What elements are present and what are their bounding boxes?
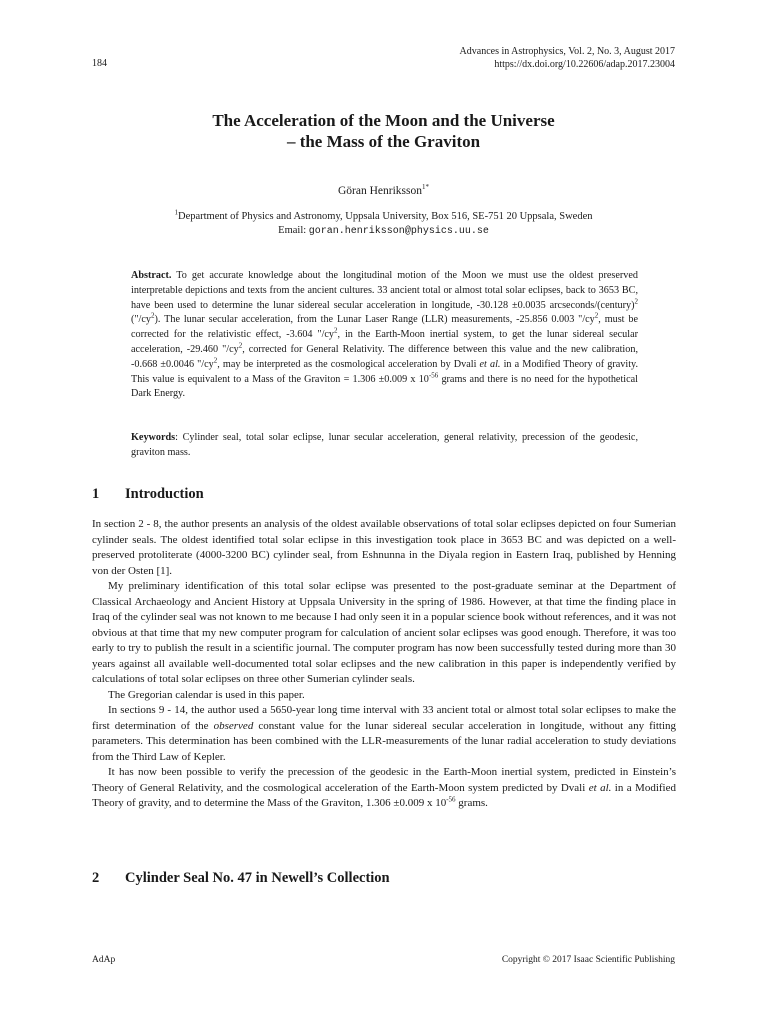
author-line: [92, 185, 675, 197]
abstract-text: , corrected for General Relativity. The difference between this value and the new calibration, -0.668 ±0.0046 "/cy: [131, 343, 638, 370]
title-line-1: The Acceleration of the Moon and the Universe: [212, 111, 555, 130]
abstract-text: To get accurate knowledge about the longitudinal motion of the Moon we must use the oldest preserved interpretable depictions and texts from the ancient cultures. 33 ancient total or almost total solar eclipses, back to 3653 BC, have been used to determine the lunar sidereal secular acceleration in longitude, -30.128 ±0.0035 arcseconds/(century): [131, 270, 638, 311]
author-name: Göran Henriksson: [338, 185, 422, 197]
superscript: -56: [446, 795, 456, 804]
email-link[interactable]: goran.henriksson@physics.uu.se: [308, 226, 489, 237]
body-paragraph: In section 2 - 8, the author presents an analysis of the oldest available observations of total solar eclipses depicted on four Sumerian cylinder seals. The oldest identified total solar eclipse in this investigation took place in 3653 BC and was depicted on a well-preserved protoliterate (4000-3200 BC) cylinder seal, from Eshnunna in the Diyala region in Eastern Iraq, published by Henning von der Osten [1].: [92, 518, 676, 577]
abstract: [131, 269, 638, 402]
section-number: 1: [92, 486, 100, 502]
body-italic: observed: [213, 719, 254, 732]
introduction-body: [92, 517, 676, 812]
section-heading-introduction: [92, 486, 204, 503]
body-paragraph: My preliminary identification of this total solar eclipse was presented to the post-graduate seminar at the Department of Classical Archaeology and Ancient History at Uppsala University in the spring of 1986. However, at that time the finding place in Iraq of the cylinder seal was not known to me because I had only seen it in a popular science book without references, and it was not obvious at that time that my new computer program for calculation of ancient solar eclipses was good enough. Therefore, it was too early to try to publish the result in a scientific journal. The computer program has now been successfully tested during more than 30 years against all available well-documented total solar eclipses and the new calibration in this paper is independently verified by calculations of total solar eclipses on three other Sumerian cylinder seals.: [92, 580, 676, 685]
superscript: 2: [151, 312, 155, 320]
abstract-text: , may be interpreted as the cosmological acceleration by Dvali: [217, 358, 480, 370]
body-paragraph: [92, 703, 676, 765]
keywords-label: Keywords: [131, 432, 176, 443]
abstract-italic: et al.: [479, 358, 501, 370]
keywords-text: : Cylinder seal, total solar eclipse, lunar secular acceleration, general relativity, precession of the geodesic, graviton mass.: [131, 432, 638, 458]
footer-journal-abbrev: AdAp: [92, 955, 116, 965]
body-paragraph: The Gregorian calendar is used in this paper.: [108, 688, 305, 701]
body-italic: et al.: [588, 781, 612, 794]
section-number: 2: [92, 870, 100, 886]
affiliation: [92, 210, 675, 224]
page-number: 184: [92, 58, 107, 69]
affiliation-marker: 1: [174, 208, 178, 217]
body-paragraph: [92, 765, 676, 812]
section-heading-cylinder-seal: [92, 870, 390, 887]
paper-title: [92, 110, 675, 152]
body-text: in a Modified Theory of gravity, and to determine the Mass of the Graviton, 1.306 ±0.009 x 10: [92, 781, 676, 809]
author-affiliation-marker: 1*: [422, 183, 429, 192]
footer-copyright: Copyright © 2017 Isaac Scientific Publishing: [501, 955, 675, 965]
superscript: -56: [428, 371, 439, 380]
title-line-2: – the Mass of the Graviton: [286, 132, 481, 151]
superscript: 2: [334, 326, 338, 335]
superscript: 2: [238, 341, 243, 350]
body-text: In sections 9 - 14, the author used a 5650-year long time interval with 33 ancient total or almost total solar eclipses to make the first determination of the: [92, 704, 676, 732]
email-label: Email:: [278, 225, 309, 236]
keywords: [131, 431, 638, 461]
section-title: Introduction: [125, 486, 204, 502]
running-header: [460, 45, 675, 71]
superscript: 2: [213, 356, 218, 365]
superscript: 2: [634, 297, 638, 306]
superscript: 2: [594, 312, 599, 320]
abstract-label: Abstract.: [131, 270, 172, 281]
section-title: Cylinder Seal No. 47 in Newell’s Collection: [125, 870, 390, 886]
body-text: constant value for the lunar sidereal secular acceleration in longitude, without any fitting parameters. This determination has been combined with the LLR-measurements of the lunar radial acceleration to study deviations from the Third Law of Kepler.: [92, 719, 676, 763]
journal-citation: Advances in Astrophysics, Vol. 2, No. 3, August 2017: [459, 46, 675, 57]
abstract-text: in a Modified Theory of gravity. This value is equivalent to a Mass of the Graviton = 1.306 ±0.009 x 10: [131, 358, 639, 385]
abstract-text: , in the Earth-Moon inertial system, to get the lunar sidereal secular acceleration, -29.460 "/cy: [131, 329, 638, 355]
affiliation-block: [92, 210, 675, 239]
email-line: [92, 224, 675, 239]
abstract-text: ). The lunar secular acceleration, from the Lunar Laser Range (LLR) measurements, -25.856 0.003 "/cy: [154, 314, 595, 326]
body-text: It has now been possible to verify the precession of the geodesic in the Earth-Moon inertial system, predicted in Einstein’s Theory of General Relativity, and the cosmological acceleration of the Earth-Moon system predicted by Dvali: [92, 766, 676, 794]
abstract-text: , must be corrected for the relativistic effect, -3.604 "/cy: [131, 314, 638, 341]
affiliation-text: Department of Physics and Astronomy, Uppsala University, Box 516, SE-751 20 Uppsala, Sweden: [177, 211, 593, 222]
abstract-text: ("/cy: [131, 314, 151, 326]
body-text: grams.: [455, 797, 488, 809]
doi-link[interactable]: https://dx.doi.org/10.22606/adap.2017.23004: [494, 59, 675, 70]
abstract-text: grams and there is no need for the hypothetical Dark Energy.: [131, 373, 638, 400]
